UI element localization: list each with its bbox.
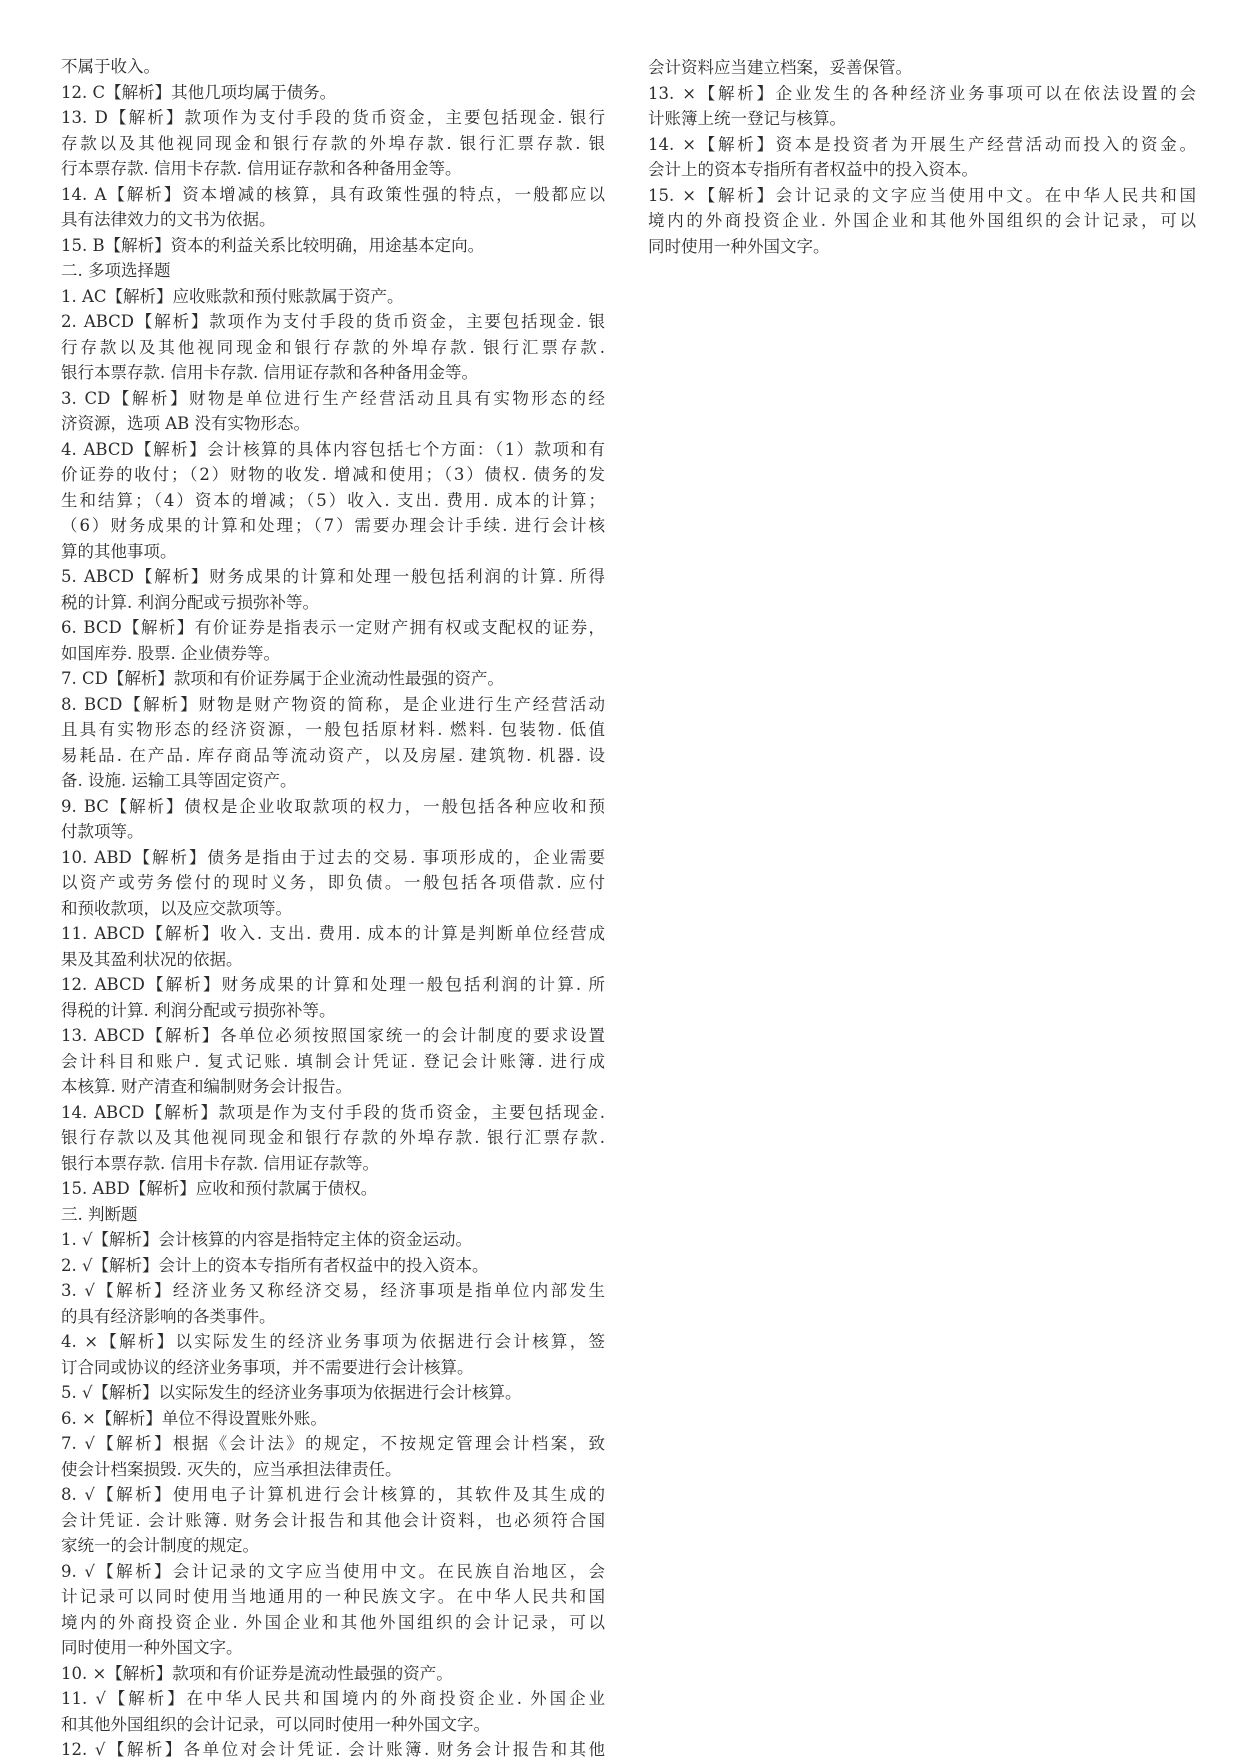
text-line: 10. ×【解析】款项和有价证券是流动性最强的资产。 — [61, 1663, 453, 1683]
text-line: 2. ABCD【解析】款项作为支付手段的货币资金，主要包括现金. 银 — [61, 312, 605, 331]
text-line: 15. ABD【解析】应收和预付款属于债权。 — [61, 1179, 378, 1198]
text-line: 不属于收入。 — [61, 57, 160, 76]
text-line: 12. √【解析】各单位对会计凭证. 会计账簿. 财务会计报告和其他 — [61, 1740, 605, 1759]
text-line: 14. ×【解析】资本是投资者为开展生产经营活动而投入的资金。 — [648, 134, 1196, 154]
text-line: 10. ABD【解析】债务是指由于过去的交易. 事项形成的，企业需要 — [61, 847, 605, 867]
text-line: 4. ×【解析】以实际发生的经济业务事项为依据进行会计核算，签 — [61, 1332, 605, 1351]
text-line: 5. √【解析】以实际发生的经济业务事项为依据进行会计核算。 — [61, 1383, 522, 1402]
text-line: 5. ABCD【解析】财务成果的计算和处理一般包括利润的计算. 所得 — [61, 567, 605, 586]
text-line: 14. ABCD【解析】款项是作为支付手段的货币资金，主要包括现金. — [61, 1102, 605, 1122]
text-line: 银行本票存款. 信用卡存款. 信用证存款等。 — [61, 1153, 379, 1173]
text-line: 3. CD【解析】财物是单位进行生产经营活动且具有实物形态的经 — [61, 388, 605, 408]
text-line: 订合同或协议的经济业务事项，并不需要进行会计核算。 — [61, 1357, 474, 1377]
text-line: 2. √【解析】会计上的资本专指所有者权益中的投入资本。 — [61, 1255, 489, 1275]
text-line: 如国库券. 股票. 企业债券等。 — [61, 643, 280, 663]
text-line: 的具有经济影响的各类事件。 — [61, 1306, 276, 1326]
text-line: 银行本票存款. 信用卡存款. 信用证存款和各种备用金等。 — [61, 363, 478, 382]
text-line: 果及其盈利状况的依据。 — [61, 949, 243, 969]
text-line: 7. √【解析】根据《会计法》的规定，不按规定管理会计档案，致 — [61, 1434, 605, 1453]
text-line: 11. ABCD【解析】收入. 支出. 费用. 成本的计算是判断单位经营成 — [61, 924, 605, 943]
text-line: 算的其他事项。 — [61, 541, 177, 561]
text-line: 9. BC【解析】债权是企业收取款项的权力，一般包括各种应收和预 — [61, 796, 605, 816]
text-line: 家统一的会计制度的规定。 — [61, 1536, 259, 1555]
text-line: 生和结算；（4）资本的增减；（5）收入. 支出. 费用. 成本的计算； — [61, 490, 605, 510]
text-line: 境内的外商投资企业. 外国企业和其他外国组织的会计记录，可以 — [61, 1612, 605, 1632]
text-line: 会计科目和账户. 复式记账. 填制会计凭证. 登记会计账簿. 进行成 — [61, 1051, 605, 1071]
text-line: 具有法律效力的文书为依据。 — [61, 210, 276, 229]
text-line: 8. BCD【解析】财物是财产物资的简称，是企业进行生产经营活动 — [61, 694, 605, 714]
text-line: 同时使用一种外国文字。 — [648, 236, 830, 256]
text-line: 本核算. 财产清查和编制财务会计报告。 — [61, 1077, 352, 1096]
text-line: 15. B【解析】资本的利益关系比较明确，用途基本定向。 — [61, 235, 485, 255]
right-text-column — [648, 55, 1196, 259]
text-line: 11. √【解析】在中华人民共和国境内的外商投资企业. 外国企业 — [61, 1689, 605, 1708]
text-line: 计记录可以同时使用当地通用的一种民族文字。在中华人民共和国 — [61, 1587, 605, 1606]
text-line: 付款项等。 — [61, 822, 144, 841]
text-line: 得税的计算. 利润分配或亏损弥补等。 — [61, 1000, 336, 1020]
text-line: 行存款以及其他视同现金和银行存款的外埠存款. 银行汇票存款. — [61, 337, 605, 357]
text-line: 存款以及其他视同现金和银行存款的外埠存款. 银行汇票存款. 银 — [61, 133, 605, 153]
text-line: （6）财务成果的计算和处理；（7）需要办理会计手续. 进行会计核 — [61, 516, 605, 535]
text-line: 4. ABCD【解析】会计核算的具体内容包括七个方面：（1）款项和有 — [61, 439, 605, 459]
text-line: 备. 设施. 运输工具等固定资产。 — [61, 771, 297, 790]
text-line: 12. C【解析】其他几项均属于债务。 — [61, 82, 337, 102]
text-line: 和预收款项，以及应交款项等。 — [61, 898, 292, 918]
text-line: 7. CD【解析】款项和有价证券属于企业流动性最强的资产。 — [61, 669, 504, 688]
text-line: 计账簿上统一登记与核算。 — [648, 109, 846, 128]
text-line: 9. √【解析】会计记录的文字应当使用中文。在民族自治地区，会 — [61, 1561, 605, 1581]
text-line: 税的计算. 利润分配或亏损弥补等。 — [61, 592, 319, 612]
text-line: 会计凭证. 会计账簿. 财务会计报告和其他会计资料，也必须符合国 — [61, 1510, 605, 1530]
text-line: 13. ABCD【解析】各单位必须按照国家统一的会计制度的要求设置 — [61, 1026, 605, 1045]
text-line: 1. √【解析】会计核算的内容是指特定主体的资金运动。 — [61, 1230, 473, 1249]
text-line: 易耗品. 在产品. 库存商品等流动资产，以及房屋. 建筑物. 机器. 设 — [61, 745, 605, 765]
text-line: 同时使用一种外国文字。 — [61, 1638, 243, 1657]
text-line: 8. √【解析】使用电子计算机进行会计核算的，其软件及其生成的 — [61, 1485, 605, 1504]
left-text-column — [61, 54, 605, 1763]
text-line: 3. √【解析】经济业务又称经济交易，经济事项是指单位内部发生 — [61, 1281, 605, 1300]
text-line: 和其他外国组织的会计记录，可以同时使用一种外国文字。 — [61, 1714, 490, 1734]
text-line: 二. 多项选择题 — [61, 261, 171, 280]
text-line: 6. BCD【解析】有价证券是指表示一定财产拥有权或支配权的证券， — [61, 618, 605, 637]
text-line: 济资源，选项 AB 没有实物形态。 — [61, 414, 311, 433]
text-line: 以资产或劳务偿付的现时义务，即负债。一般包括各项借款. 应付 — [61, 873, 605, 892]
text-line: 14. A【解析】资本增减的核算，具有政策性强的特点，一般都应以 — [61, 184, 605, 204]
text-line: 三. 判断题 — [61, 1204, 138, 1224]
text-line: 且具有实物形态的经济资源，一般包括原材料. 燃料. 包装物. 低值 — [61, 720, 605, 739]
text-line: 12. ABCD【解析】财务成果的计算和处理一般包括利润的计算. 所 — [61, 975, 605, 994]
text-line: 境内的外商投资企业. 外国企业和其他外国组织的会计记录，可以 — [648, 211, 1196, 230]
text-line: 价证券的收付；（2）财物的收发. 增减和使用；（3）债权. 债务的发 — [61, 465, 605, 484]
text-line: 使会计档案损毁. 灭失的，应当承担法律责任。 — [61, 1459, 402, 1479]
text-line: 13. ×【解析】企业发生的各种经济业务事项可以在依法设置的会 — [648, 83, 1196, 103]
text-line: 13. D【解析】款项作为支付手段的货币资金，主要包括现金. 银行 — [61, 108, 605, 127]
text-line: 会计资料应当建立档案，妥善保管。 — [648, 58, 912, 77]
text-line: 行本票存款. 信用卡存款. 信用证存款和各种备用金等。 — [61, 159, 462, 178]
text-line: 15. ×【解析】会计记录的文字应当使用中文。在中华人民共和国 — [648, 185, 1196, 205]
text-line: 6. ×【解析】单位不得设置账外账。 — [61, 1408, 327, 1428]
text-line: 银行存款以及其他视同现金和银行存款的外埠存款. 银行汇票存款. — [61, 1128, 605, 1147]
text-line: 会计上的资本专指所有者权益中的投入资本。 — [648, 160, 978, 179]
text-line: 1. AC【解析】应收账款和预付账款属于资产。 — [61, 286, 404, 306]
